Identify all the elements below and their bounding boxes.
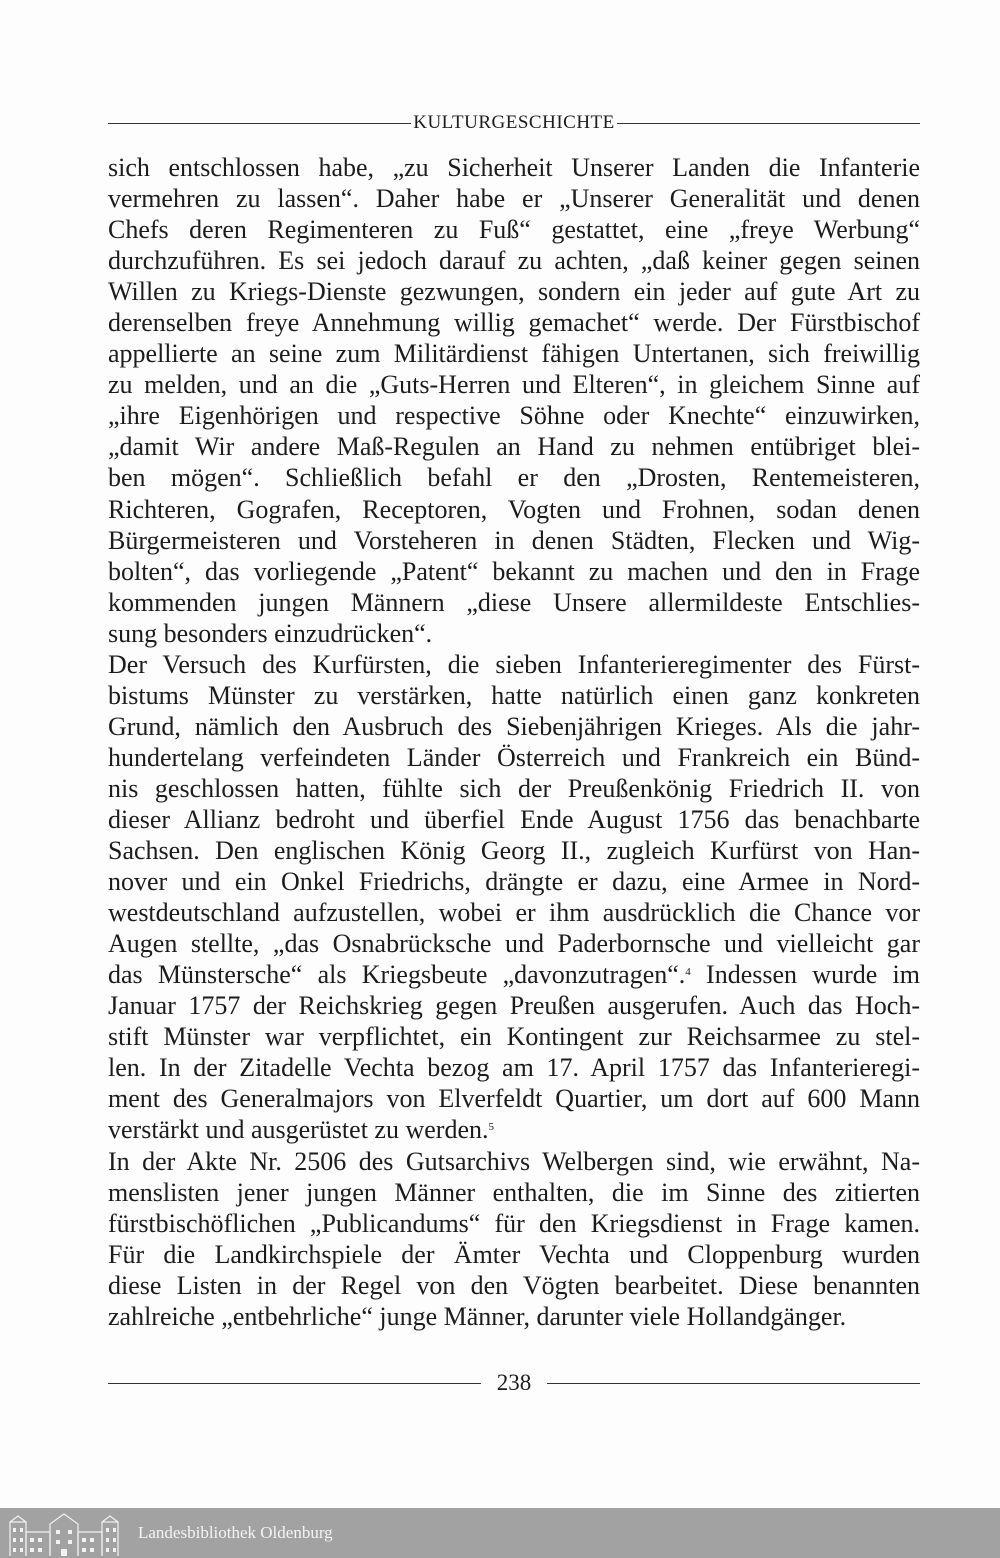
header-rule-left bbox=[108, 123, 411, 124]
text-line-content: ment des Generalmajors von Elverfeldt Quartier, um dort auf 600 Mann bbox=[108, 1084, 920, 1114]
library-building-logo bbox=[6, 1510, 124, 1556]
text-line-content: Chefs deren Regimenteren zu Fuß“ gestattet, eine „freye Werbung“ bbox=[108, 215, 920, 245]
text-line bbox=[108, 525, 920, 556]
text-line bbox=[108, 1177, 920, 1208]
text-line-content: In der Akte Nr. 2506 des Gutsarchivs Welbergen sind, wie erwähnt, Na- bbox=[108, 1146, 920, 1176]
text-line-content: sung besonders einzudrücken“. bbox=[108, 618, 433, 648]
text-line bbox=[108, 276, 920, 307]
text-line-content: stift Münster war verpflichtet, ein Kontingent zur Reichsarmee zu stel- bbox=[108, 1022, 920, 1052]
text-line bbox=[108, 1208, 920, 1239]
text-line-content: Willen zu Kriegs-Dienste gezwungen, sondern ein jeder auf gute Art zu bbox=[108, 277, 920, 307]
text-line-content: Januar 1757 der Reichskrieg gegen Preußen ausgerufen. Auch das Hoch- bbox=[108, 991, 920, 1021]
text-line-content: nis geschlossen hatten, fühlte sich der Preußenkönig Friedrich II. von bbox=[108, 773, 920, 803]
text-line bbox=[108, 1052, 920, 1083]
text-line bbox=[108, 680, 920, 711]
text-line bbox=[108, 928, 920, 959]
text-line bbox=[108, 400, 920, 431]
text-line-content: Der Versuch des Kurfürsten, die sieben Infanterieregimenter des Fürst- bbox=[108, 649, 920, 679]
text-line-content: verstärkt und ausgerüstet zu werden. bbox=[108, 1115, 489, 1145]
footer-rule-right bbox=[547, 1383, 920, 1384]
text-line-continuation: Indessen wurde im bbox=[690, 960, 920, 990]
text-line-content: diese Listen in der Regel von den Vögten bearbeitet. Diese benannten bbox=[108, 1270, 920, 1300]
text-line bbox=[108, 742, 920, 773]
text-line bbox=[108, 245, 920, 276]
page-footer bbox=[108, 1368, 920, 1398]
footnote-reference: 4 bbox=[685, 966, 691, 979]
text-line bbox=[108, 866, 920, 897]
library-banner bbox=[0, 1508, 1000, 1558]
text-line bbox=[108, 214, 920, 245]
text-line-content: zu melden, und an die „Guts-Herren und Elteren“, in gleichem Sinne auf bbox=[108, 370, 920, 400]
text-line bbox=[108, 338, 920, 369]
text-line bbox=[108, 183, 920, 214]
text-line bbox=[108, 494, 920, 525]
text-line bbox=[108, 773, 920, 804]
text-line-content: Grund, nämlich den Ausbruch des Siebenjährigen Krieges. Als die jahr- bbox=[108, 711, 920, 741]
text-line-content: bistums Münster zu verstärken, hatte natürlich einen ganz konkreten bbox=[108, 680, 920, 710]
text-line bbox=[108, 556, 920, 587]
text-line bbox=[108, 307, 920, 338]
text-line bbox=[108, 990, 920, 1021]
text-line bbox=[108, 1083, 920, 1114]
footnote-reference: 5 bbox=[488, 1121, 494, 1134]
text-line bbox=[108, 587, 920, 618]
text-line bbox=[108, 369, 920, 400]
text-line bbox=[108, 649, 920, 680]
text-line-content: Richteren, Gografen, Receptoren, Vogten und Frohnen, sodan denen bbox=[108, 494, 920, 524]
text-line bbox=[108, 1270, 920, 1301]
text-line-content: Augen stellte, „das Osnabrücksche und Paderbornsche und vielleicht gar bbox=[108, 929, 920, 959]
text-line bbox=[108, 152, 920, 183]
text-line-content: derenselben freye Annehmung willig gemachet“ werde. Der Fürstbischof bbox=[108, 308, 920, 338]
text-line-content: nover und ein Onkel Friedrichs, drängte er dazu, eine Armee in Nord- bbox=[108, 867, 920, 897]
text-line bbox=[108, 1114, 920, 1145]
text-line-content: Für die Landkirchspiele der Ämter Vechta und Cloppenburg wurden bbox=[108, 1239, 920, 1269]
text-line-content: fürstbischöflichen „Publicandums“ für den Kriegsdienst in Frage kamen. bbox=[108, 1208, 920, 1238]
text-line bbox=[108, 1301, 920, 1332]
text-line-content: das Münstersche“ als Kriegsbeute „davonzutragen“. bbox=[108, 960, 686, 990]
running-header-title: KULTURGESCHICHTE bbox=[413, 112, 615, 133]
text-line bbox=[108, 1021, 920, 1052]
text-line bbox=[108, 431, 920, 462]
text-line-content: bolten“, das vorliegende „Patent“ bekannt zu machen und den in Frage bbox=[108, 556, 920, 586]
text-line-content: len. In der Zitadelle Vechta bezog am 17. April 1757 das Infanterieregi- bbox=[108, 1053, 920, 1083]
body-text bbox=[108, 152, 920, 1332]
text-line-content: appellierte an seine zum Militärdienst fähigen Untertanen, sich freiwillig bbox=[108, 339, 920, 369]
text-line bbox=[108, 959, 920, 990]
text-line-content: sich entschlossen habe, „zu Sicherheit Unserer Landen die Infanterie bbox=[108, 153, 920, 182]
text-line-content: Sachsen. Den englischen König Georg II., zugleich Kurfürst von Han- bbox=[108, 836, 920, 866]
text-line bbox=[108, 897, 920, 928]
text-line-content: ben mögen“. Schließlich befahl er den „Drosten, Rentemeisteren, bbox=[108, 463, 920, 493]
library-name: Landesbibliothek Oldenburg bbox=[138, 1523, 333, 1542]
text-line bbox=[108, 462, 920, 493]
page-number: 238 bbox=[496, 1370, 532, 1395]
text-line-content: zahlreiche „entbehrliche“ junge Männer, darunter viele Hollandgänger. bbox=[108, 1301, 847, 1331]
text-line-content: westdeutschland aufzustellen, wobei er ihm ausdrücklich die Chance vor bbox=[108, 898, 920, 928]
text-line-content: dieser Allianz bedroht und überfiel Ende August 1756 das benachbarte bbox=[108, 804, 920, 834]
text-line bbox=[108, 1239, 920, 1270]
running-header bbox=[108, 111, 920, 135]
text-line-content: „ihre Eigenhörigen und respective Söhne oder Knechte“ einzuwirken, bbox=[108, 401, 920, 431]
text-line bbox=[108, 618, 920, 649]
text-line bbox=[108, 711, 920, 742]
text-line-content: „damit Wir andere Maß-Regulen an Hand zu nehmen entübriget blei- bbox=[108, 432, 920, 462]
text-line-content: kommenden jungen Männern „diese Unsere allermildeste Entschlies- bbox=[108, 587, 920, 617]
text-line-content: Bürgermeisteren und Vorsteheren in denen Städten, Flecken und Wig- bbox=[108, 525, 920, 555]
text-line bbox=[108, 804, 920, 835]
text-line-content: hundertelang verfeindeten Länder Österreich und Frankreich ein Bünd- bbox=[108, 742, 920, 772]
text-line bbox=[108, 835, 920, 866]
text-line-content: menslisten jener jungen Männer enthalten, die im Sinne des zitierten bbox=[108, 1177, 920, 1207]
text-line-content: durchzuführen. Es sei jedoch darauf zu achten, „daß keiner gegen seinen bbox=[108, 246, 920, 276]
header-rule-right bbox=[617, 123, 920, 124]
text-line bbox=[108, 1146, 920, 1177]
text-line-content: vermehren zu lassen“. Daher habe er „Unserer Generalität und denen bbox=[108, 184, 920, 214]
footer-rule-left bbox=[108, 1383, 481, 1384]
